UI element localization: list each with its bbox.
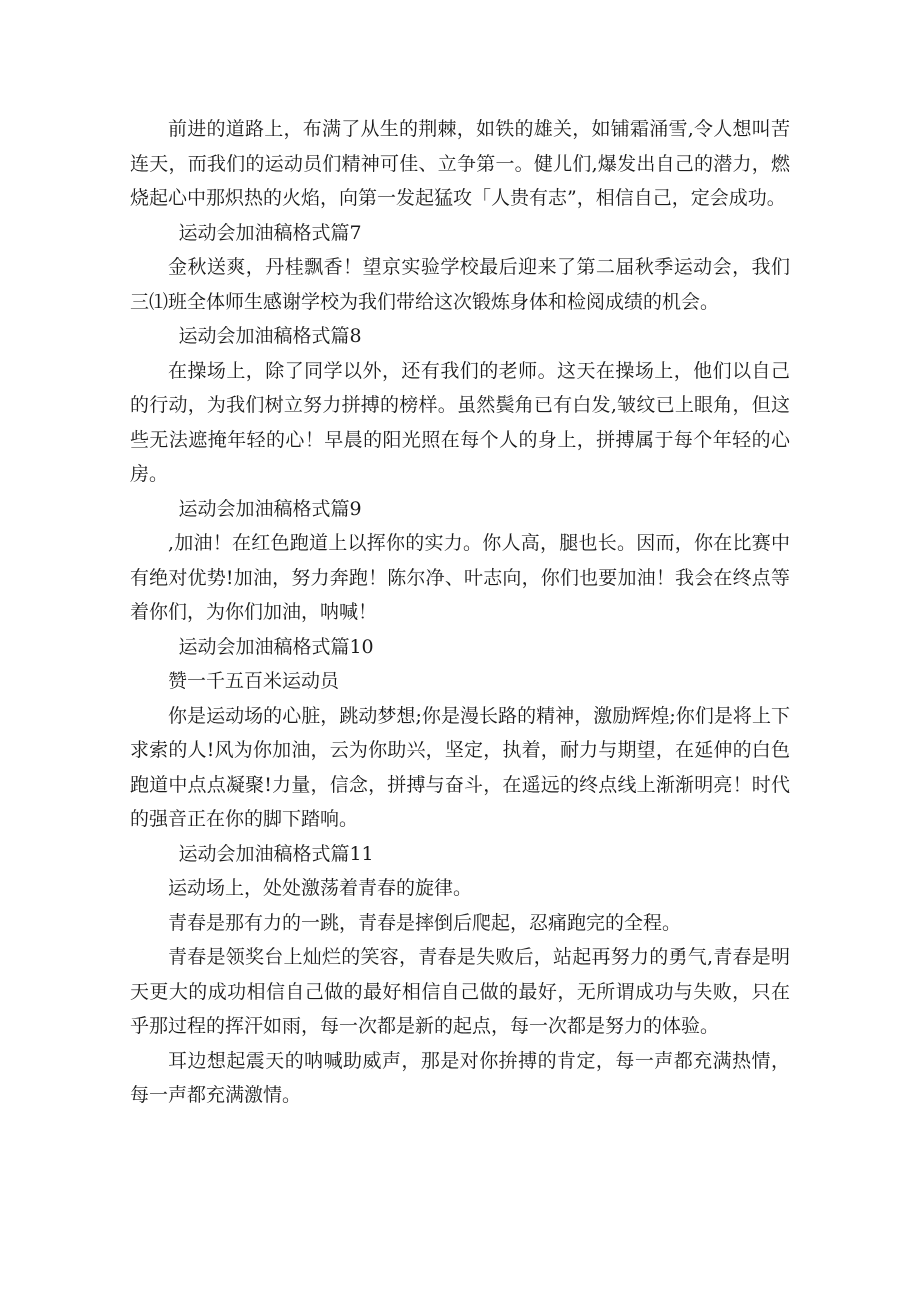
document-body <box>130 112 790 1113</box>
paragraph-10: 你是运动场的心脏，跳动梦想;你是漫长路的精神，激励辉煌;你们是将上下求索的人!风为你加油，云为你助兴，坚定，执着，耐力与期望，在延伸的白色跑道中点点凝聚!力量，信念，拼搏与奋斗，在遥远的终点线上渐渐明亮！时代的强音正在你的脚下踏响。 <box>130 704 790 830</box>
paragraph-10-title: 赞一千五百米运动员 <box>168 670 340 692</box>
paragraph-7: 金秋送爽，丹桂飘香！望京实验学校最后迎来了第二届秋季运动会，我们三⑴班全体师生感谢学校为我们带给这次锻炼身体和检阅成绩的机会。 <box>130 256 790 313</box>
section-heading-8: 运动会加油稿格式篇8 <box>178 325 362 347</box>
section-heading-9: 运动会加油稿格式篇9 <box>178 497 362 520</box>
paragraph-11-a: 运动场上，处处激荡着青春的旋律。 <box>168 877 473 899</box>
paragraph-11-b: 青春是那有力的一跳，青春是摔倒后爬起，忍痛跑完的全程。 <box>168 911 682 934</box>
paragraph-11-c: 青春是领奖台上灿烂的笑容，青春是失败后，站起再努力的勇气,青春是明天更大的成功相信自己做的最好相信自己做的最好，无所谓成功与失败，只在乎那过程的挥汗如雨，每一次都是新的起点，每一次都是努力的体验。 <box>130 946 790 1037</box>
paragraph-9: ,加油！在红色跑道上以挥你的实力。你人高，腿也长。因而，你在比赛中有绝对优势!加油，努力奔跑！陈尔净、叶志向，你们也要加油！我会在终点等着你们，为你们加油，呐喊！ <box>130 532 790 623</box>
section-heading-10: 运动会加油稿格式篇10 <box>178 635 374 658</box>
section-heading-11: 运动会加油稿格式篇11 <box>178 842 374 865</box>
paragraph-8: 在操场上，除了同学以外，还有我们的老师。这天在操场上，他们以自己的行动，为我们树立努力拼搏的榜样。虽然鬓角已有白发,皱纹已上眼角，但这些无法遮掩年轻的心！早晨的阳光照在每个人的身上，拼搏属于每个年轻的心房。 <box>130 359 790 485</box>
section-heading-7: 运动会加油稿格式篇7 <box>178 221 362 244</box>
paragraph-11-d: 耳边想起震天的呐喊助威声，那是对你拚搏的肯定，每一声都充满热情，每一声都充满激情。 <box>130 1049 790 1106</box>
paragraph-intro: 前进的道路上，布满了从生的荆棘，如铁的雄关，如铺霜涌雪,令人想叫苦连天，而我们的运动员们精神可佳、立争第一。健儿们,爆发出自己的潜力，燃烧起心中那炽热的火焰，向第一发起猛攻「人贵有志”，相信自己，定会成功。 <box>130 118 790 209</box>
